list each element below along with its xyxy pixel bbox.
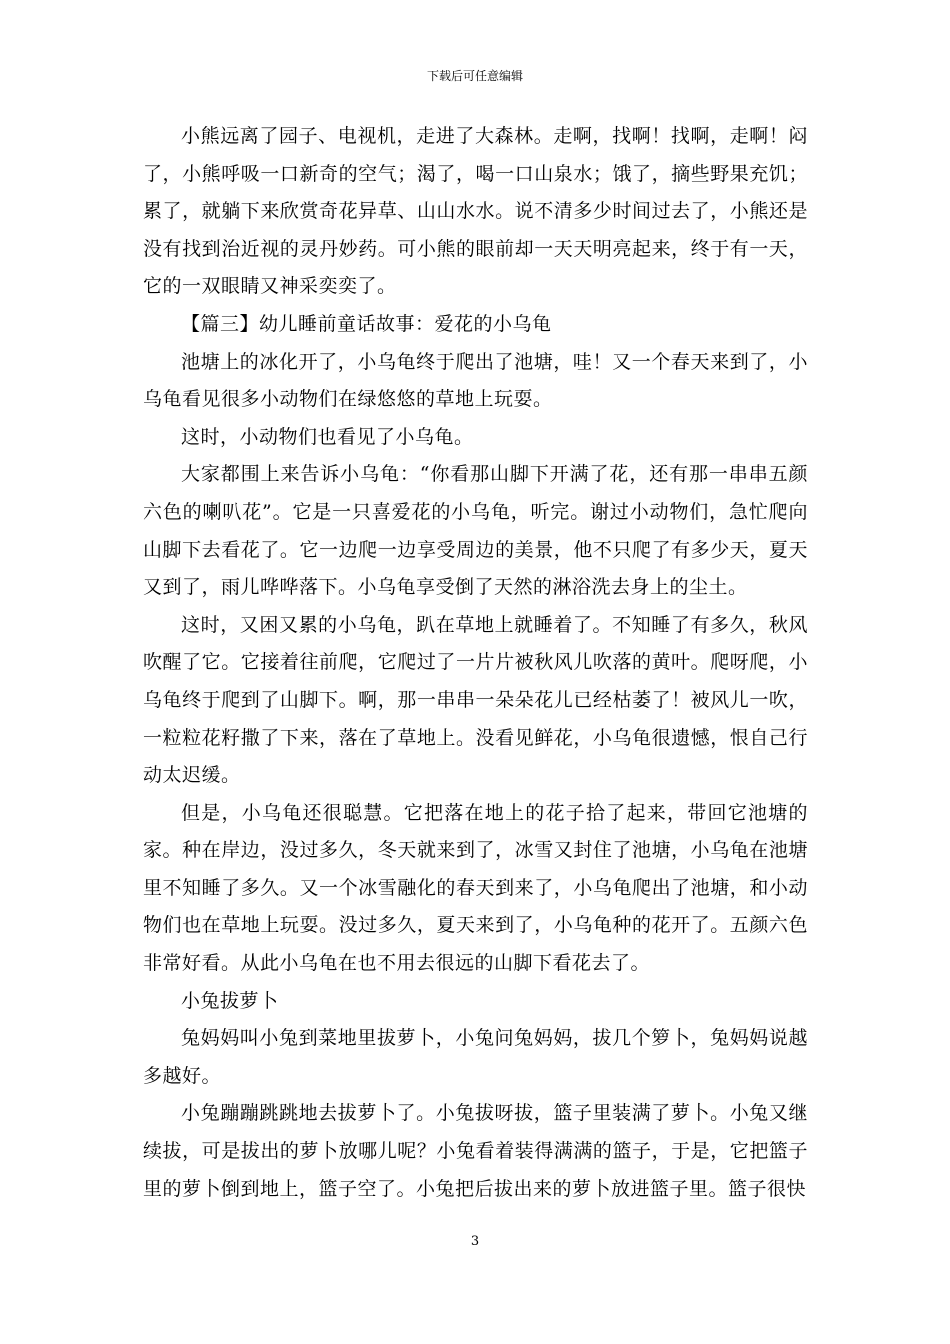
paragraph-animals-see-turtle: 这时，小动物们也看见了小乌龟。 (181, 425, 474, 448)
section-title-part-three: 【篇三】幼儿睡前童话故事：爱花的小乌龟 (181, 312, 552, 335)
paragraph-rabbit-pulls-radish: 小兔蹦蹦跳跳地去拔萝卜了。小兔拔呀拔，篮子里装满了萝卜。小兔又继续拔，可是拔出的萝卜放哪儿呢？小兔看着装得满满的篮子，于是，它把篮子里的萝卜倒到地上，篮子空了。小兔把后拔出来的萝卜放进篮子里。篮子很快 (143, 1102, 808, 1200)
paragraph-turtle-leaves-pond: 池塘上的冰化开了，小乌龟终于爬出了池塘，哇！又一个春天来到了，小乌龟看见很多小动物们在绿悠悠的草地上玩耍。 (143, 350, 808, 411)
page-number: 3 (470, 1234, 480, 1249)
paragraph-turtle-journey: 大家都围上来告诉小乌龟：“你看那山脚下开满了花，还有那一串串五颜六色的喇叭花”。它是一只喜爱花的小乌龟，听完。谢过小动物们，急忙爬向山脚下去看花了。它一边爬一边享受周边的美景，他不只爬了有多少天，夏天又到了，雨儿哗哗落下。小乌龟享受倒了天然的淋浴洗去身上的尘土。 (143, 463, 808, 599)
story-title-rabbit-radish: 小兔拔萝卜 (181, 989, 279, 1012)
paragraph-turtle-sleeps: 这时，又困又累的小乌龟，趴在草地上就睡着了。不知睡了有多久，秋风吹醒了它。它接着往前爬，它爬过了一片片被秋风儿吹落的黄叶。爬呀爬，小乌龟终于爬到了山脚下。啊，那一串串一朵朵花儿已经枯萎了！被风儿一吹，一粒粒花籽撒了下来，落在了草地上。没看见鲜花，小乌龟很遗憾，恨自己行动太迟缓。 (143, 613, 808, 787)
paragraph-bear-finds-cure: 小熊远离了园子、电视机，走进了大森林。走啊，找啊！找啊，走啊！闷了，小熊呼吸一口新奇的空气；渴了，喝一口山泉水；饿了，摘些野果充饥；累了，就躺下来欣赏奇花异草、山山水水。说不清多少时间过去了，小熊还是没有找到治近视的灵丹妙药。可小熊的眼前却一天天明亮起来，终于有一天，它的一双眼睛又神采奕奕了。 (143, 125, 808, 298)
document-body (143, 118, 808, 1208)
paragraph-turtle-plants-seeds: 但是，小乌龟还很聪慧。它把落在地上的花子拾了起来，带回它池塘的家。种在岸边，没过多久，冬天就来到了，冰雪又封住了池塘，小乌龟在池塘里不知睡了多久。又一个冰雪融化的春天到来了，小乌龟爬出了池塘，和小动物们也在草地上玩耍。没过多久，夏天来到了，小乌龟种的花开了。五颜六色非常好看。从此小乌龟在也不用去很远的山脚下看花去了。 (143, 801, 808, 975)
page-header: 下载后可任意编辑 (426, 69, 523, 83)
paragraph-mother-rabbit: 兔妈妈叫小兔到菜地里拔萝卜，小兔问兔妈妈，拔几个箩卜，兔妈妈说越多越好。 (143, 1027, 808, 1087)
